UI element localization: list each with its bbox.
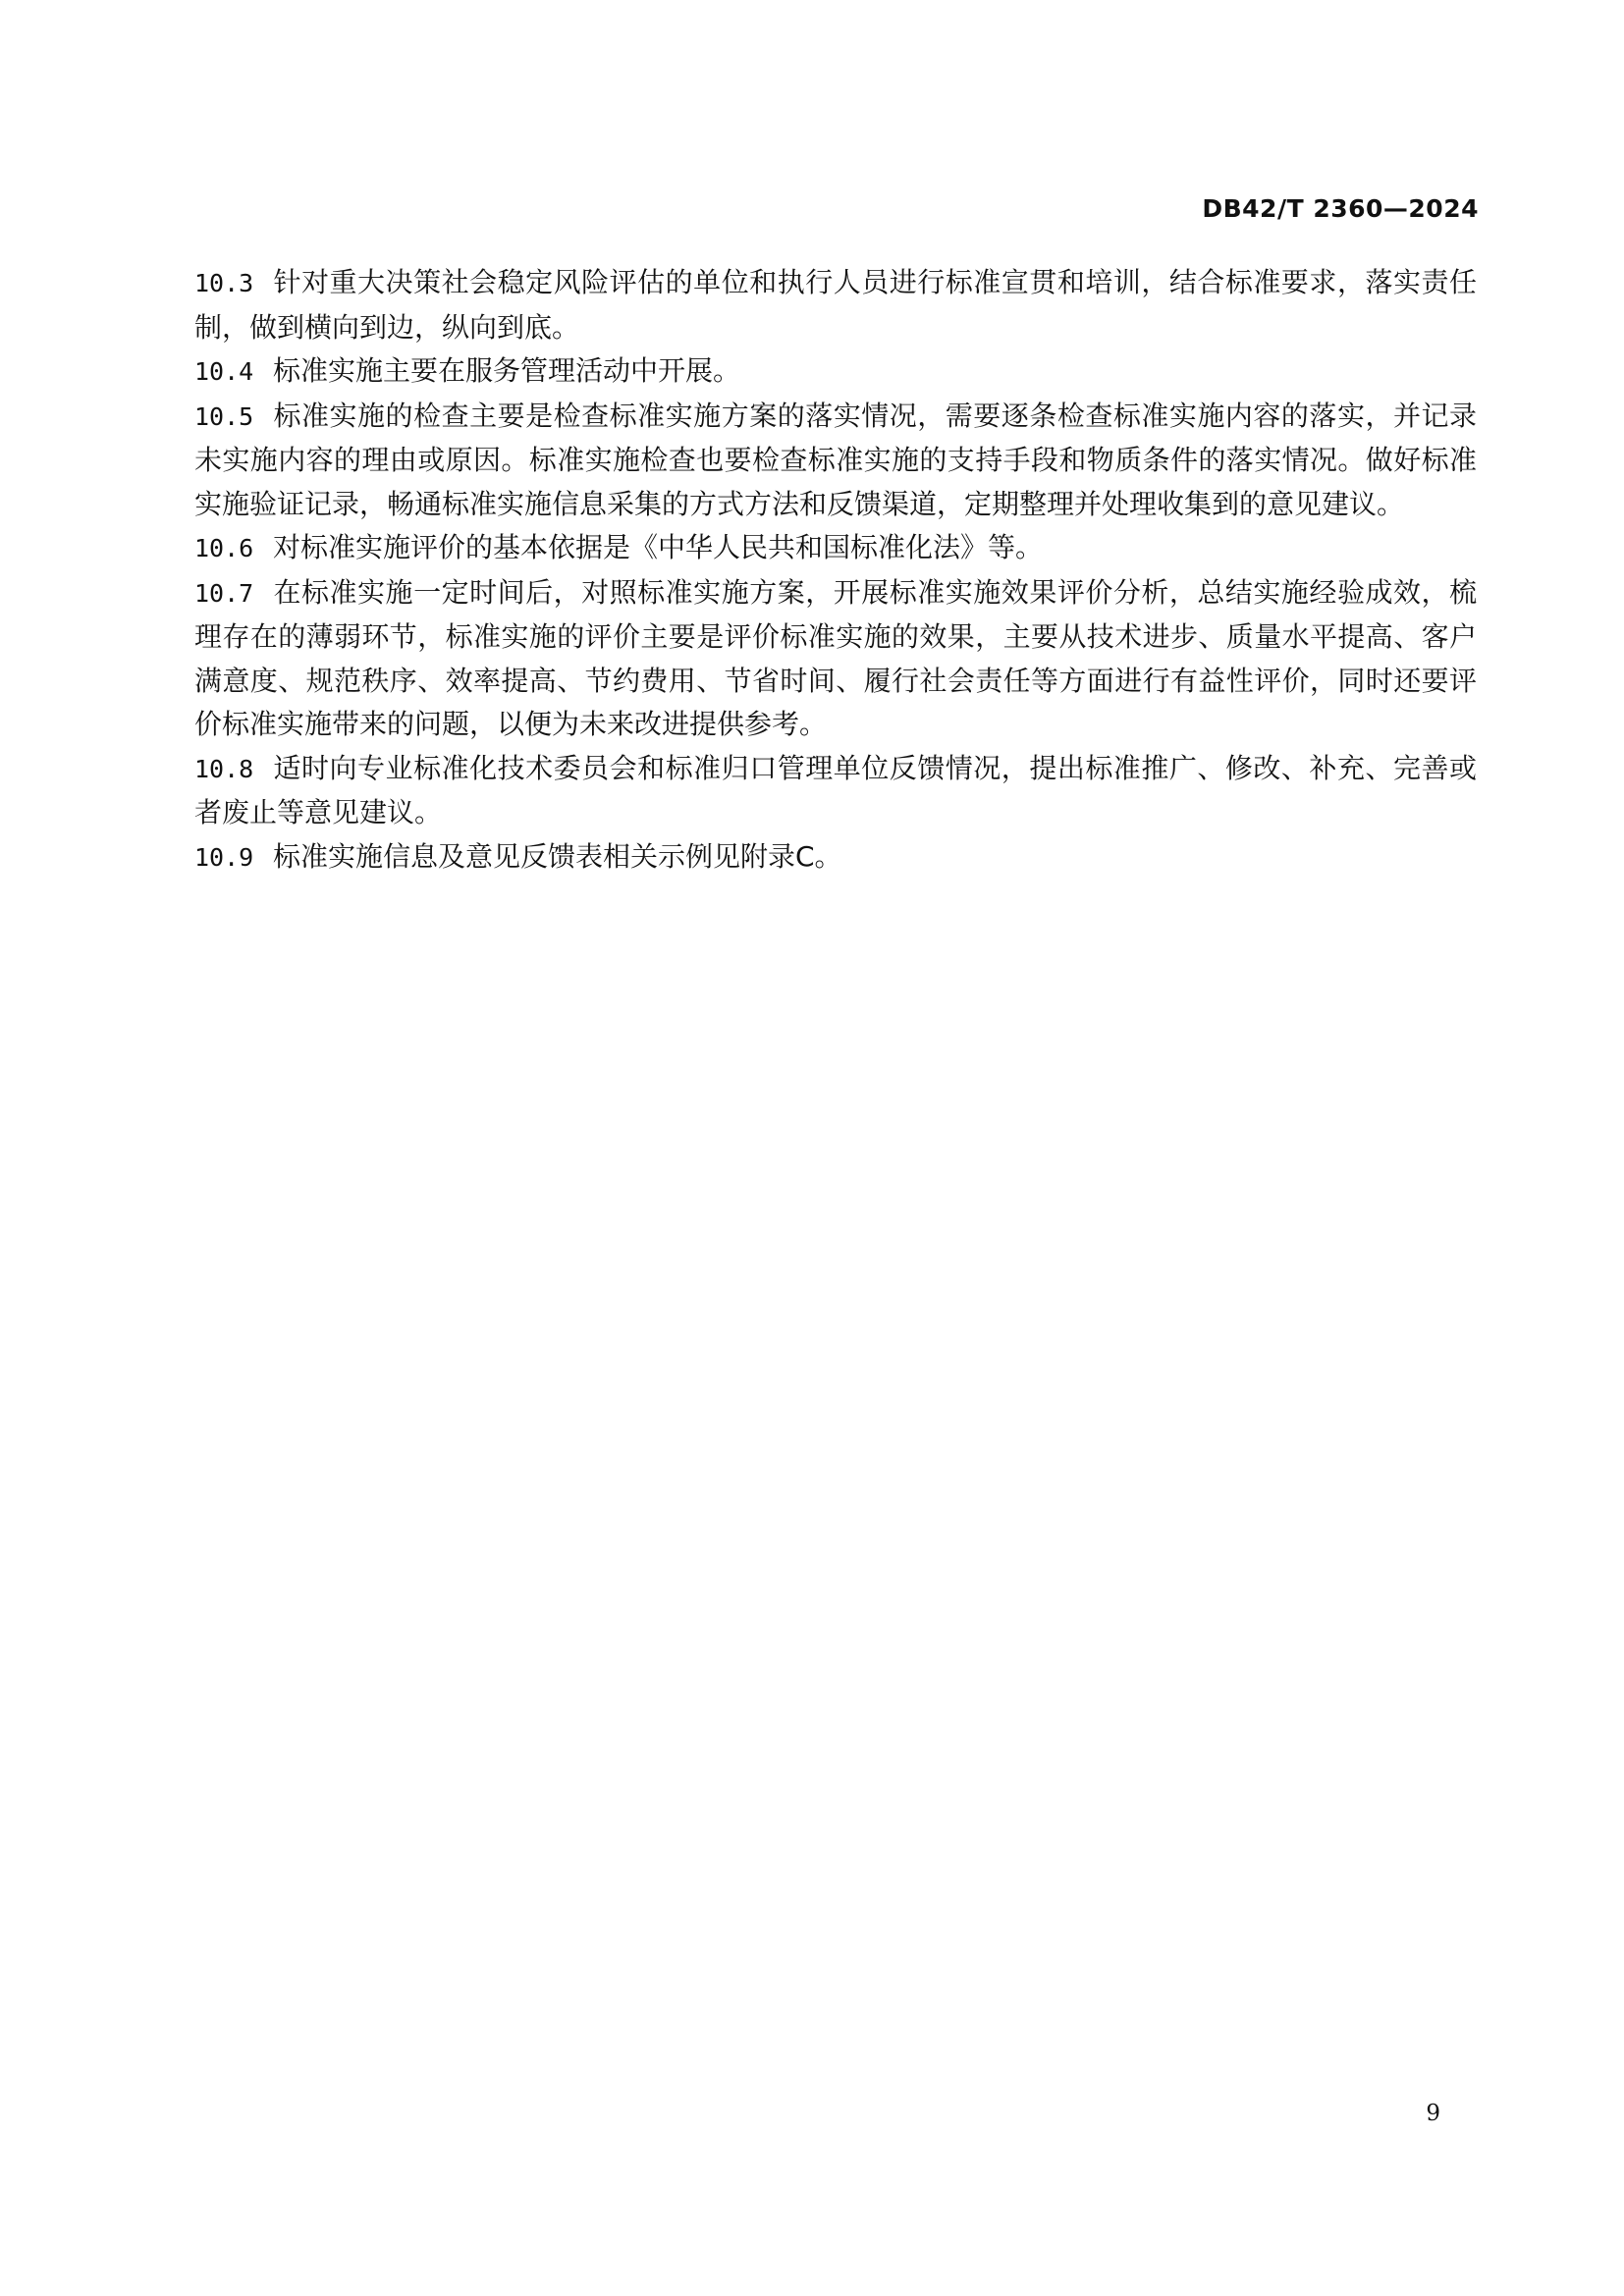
clause-text: 对标准实施评价的基本依据是《中华人民共和国标准化法》等。 <box>273 531 1044 563</box>
clause-10-3 <box>194 261 1477 349</box>
clause-text: 标准实施信息及意见反馈表相关示例见附录C。 <box>273 839 842 873</box>
document-code: DB42/T 2360—2024 <box>1202 194 1479 223</box>
clause-10-8 <box>194 747 1477 835</box>
clause-number: 10.6 <box>194 534 254 562</box>
clause-text: 标准实施主要在服务管理活动中开展。 <box>273 354 741 387</box>
clause-list <box>194 261 1477 880</box>
page-number: 9 <box>1426 2101 1440 2126</box>
clause-number: 10.3 <box>194 269 254 297</box>
clause-10-6 <box>194 526 1477 571</box>
clause-number: 10.7 <box>194 578 254 608</box>
clause-text: 在标准实施一定时间后，对照标准实施方案，开展标准实施效果评价分析，总结实施经验成效，梳理存在的薄弱环节，标准实施的评价主要是评价标准实施的效果，主要从技术进步、质量水平提高、客户满意度、规范秩序、效率提高、节约费用、节省时间、履行社会责任等方面进行有益性评价，同时还要评价标准实施带来的问题，以便为未来改进提供参考。 <box>194 575 1477 740</box>
clause-number: 10.8 <box>194 754 254 783</box>
clause-text: 标准实施的检查主要是检查标准实施方案的落实情况，需要逐条检查标准实施内容的落实，并记录未实施内容的理由或原因。标准实施检查也要检查标准实施的支持手段和物质条件的落实情况。做好标准实施验证记录，畅通标准实施信息采集的方式方法和反馈渠道，定期整理并处理收集到的意见建议。 <box>194 399 1477 520</box>
clause-10-7 <box>194 571 1477 747</box>
clause-10-5 <box>194 395 1477 527</box>
clause-number: 10.4 <box>194 357 254 386</box>
clause-text: 适时向专业标准化技术委员会和标准归口管理单位反馈情况，提出标准推广、修改、补充、完善或者废止等意见建议。 <box>194 751 1477 828</box>
clause-number: 10.9 <box>194 842 254 872</box>
clause-10-9 <box>194 835 1477 881</box>
clause-10-4 <box>194 349 1477 395</box>
clause-number: 10.5 <box>194 401 254 431</box>
clause-text: 针对重大决策社会稳定风险评估的单位和执行人员进行标准宣贯和培训，结合标准要求，落实责任制，做到横向到边，纵向到底。 <box>194 266 1477 344</box>
